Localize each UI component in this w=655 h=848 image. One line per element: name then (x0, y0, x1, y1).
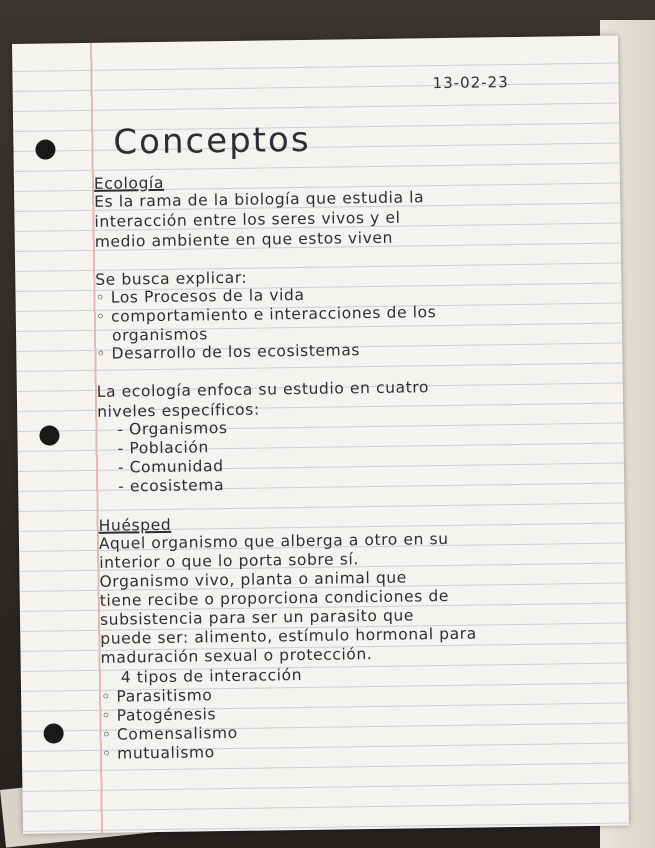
section-heading-huesped: Huésped (98, 515, 172, 535)
note-title: Conceptos (113, 119, 311, 163)
section-heading-ecologia: Ecología (93, 173, 165, 193)
focus-line: niveles específicos: (97, 400, 260, 421)
binder-hole (39, 425, 59, 445)
definition-line: tiene recibe o proporciona condiciones de (99, 586, 450, 610)
level-item: - Comunidad (117, 457, 224, 477)
type-item: ◦ Comensalismo (101, 723, 238, 744)
binder-hole (35, 139, 55, 159)
goal-item: organismos (111, 325, 208, 345)
goal-item: ◦ comportamiento e interacciones de los (95, 303, 437, 326)
definition-line: Organismo vivo, planta o animal que (99, 568, 408, 591)
types-intro: 4 tipos de interacción (120, 666, 303, 687)
level-item: - Organismos (117, 419, 228, 439)
type-item: ◦ mutualismo (101, 743, 215, 763)
goal-intro: Se busca explicar: (95, 268, 248, 289)
focus-line: La ecología enfoca su estudio en cuatro (96, 378, 430, 401)
binder-hole (43, 723, 63, 743)
goal-item: ◦ Desarrollo de los ecosistemas (96, 341, 361, 363)
type-item: ◦ Parasitismo (100, 686, 213, 706)
definition-line: medio ambiente en que estos viven (94, 228, 394, 251)
type-item: ◦ Patogénesis (101, 705, 217, 725)
level-item: - ecosistema (118, 476, 225, 496)
note-date: 13-02-23 (432, 73, 509, 93)
definition-line: maduración sexual o protección. (100, 645, 373, 667)
definition-line: interacción entre los seres vivos y el (94, 208, 401, 231)
goal-item: ◦ Los Procesos de la vida (95, 285, 305, 307)
definition-line: Aquel organismo que alberga a otro en su (98, 529, 449, 553)
definition-line: Es la rama de la biología que estudia la (94, 188, 425, 211)
definition-line: interior o que lo porta sobre sí. (99, 550, 360, 572)
level-item: - Población (117, 438, 209, 458)
notebook-sheet (12, 36, 629, 834)
definition-line: subsistencia para ser un parasito que (99, 606, 415, 629)
definition-line: puede ser: alimento, estímulo hormonal para (100, 624, 477, 648)
